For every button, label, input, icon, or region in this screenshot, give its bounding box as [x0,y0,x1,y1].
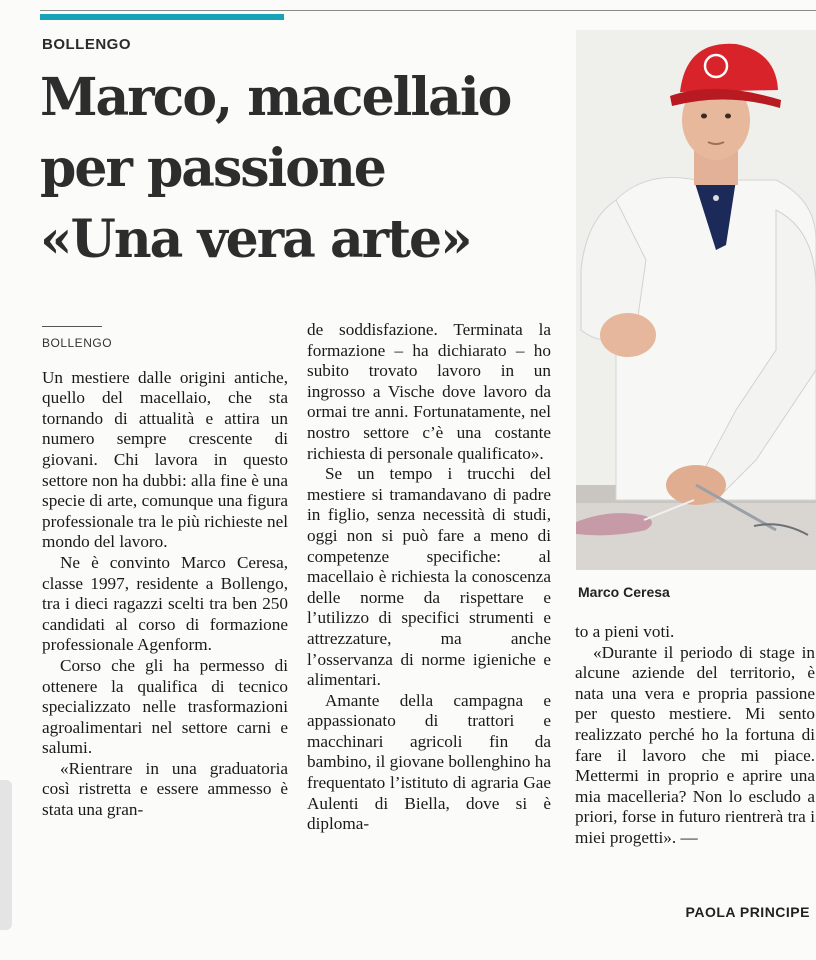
article-column-3 [575,622,815,849]
headline-line: per passione [40,138,385,199]
headline-line: «Una vera arte» [40,209,471,270]
paragraph: Amante della campagna e appassionato di trattori e macchinari agricoli fin da bambino, il giovane bollenghino ha frequentato l’istituto di agraria Gae Aulenti di Biella, dove si è diploma- [307,690,551,834]
butcher-illustration [576,30,816,570]
dateline-rule [42,326,102,327]
paragraph: «Rientrare in una graduatoria così ristretta e essere ammesso è stata una gran- [42,758,288,820]
section-kicker: BOLLENGO [42,36,131,53]
author-byline: PAOLA PRINCIPE [685,904,810,920]
paragraph: to a pieni voti. [575,622,675,641]
paragraph: Se un tempo i trucchi del mestiere si tramandavano di padre in figlio, senza necessità di studi, oggi non si può fare a meno di competenze specifiche: al macellaio è richiesta la conoscenza delle norme da rispettare e l’utilizzo di specifici strumenti e attrezzature, ma anche l’osservanza di norme igieniche e alimentari. [307,464,551,690]
headline-line: Marco, macellaio [40,67,511,128]
section-accent-bar [40,14,284,20]
paragraph: de soddisfazione. Terminata la formazione – ha dichiarato – ho subito trovato lavoro in un ingrosso a Vische dove lavoro da ormai tre anni. Fortunatamente, nel nostro settore c’è una costante richiesta di personale qualificato». [307,320,551,463]
top-rule [40,10,816,11]
paragraph: Ne è convinto Marco Ceresa, classe 1997, residente a Bollengo, tra i dieci ragazzi scelti tra ben 250 candidati al corso di formazione professionale Agenform. [42,552,288,655]
butcher-photo [576,30,816,570]
dateline: BOLLENGO [42,336,113,350]
page-edge-tab [0,780,12,930]
paragraph: «Durante il periodo di stage in alcune aziende del territorio, è nata una vera e propria passione per questo mestiere. Mi sento realizzato perché ho la fortuna di fare il lavoro che mi piace. Mettermi in proprio e aprire una mia macelleria? Non lo escludo a priori, forse in futuro rientrerà tra i miei progetti». — [575,642,815,847]
article-column-1 [42,326,288,821]
headline [40,62,570,275]
photo-caption: Marco Ceresa [578,584,670,600]
paragraph: Un mestiere dalle origini antiche, quello del macellaio, che sta tornando di attualità e attira un numero sempre crescente di giovani. Chi lavora in questo settore non ha dubbi: alla fine è una specie di arte, comunque una figura professionale tra le più richieste nel mondo del lavoro. [42,367,288,552]
article-column-2 [307,320,551,835]
paragraph: Corso che gli ha permesso di ottenere la qualifica di tecnico specializzato nelle trasformazioni agroalimentari nel settore carni e salumi. [42,655,288,758]
